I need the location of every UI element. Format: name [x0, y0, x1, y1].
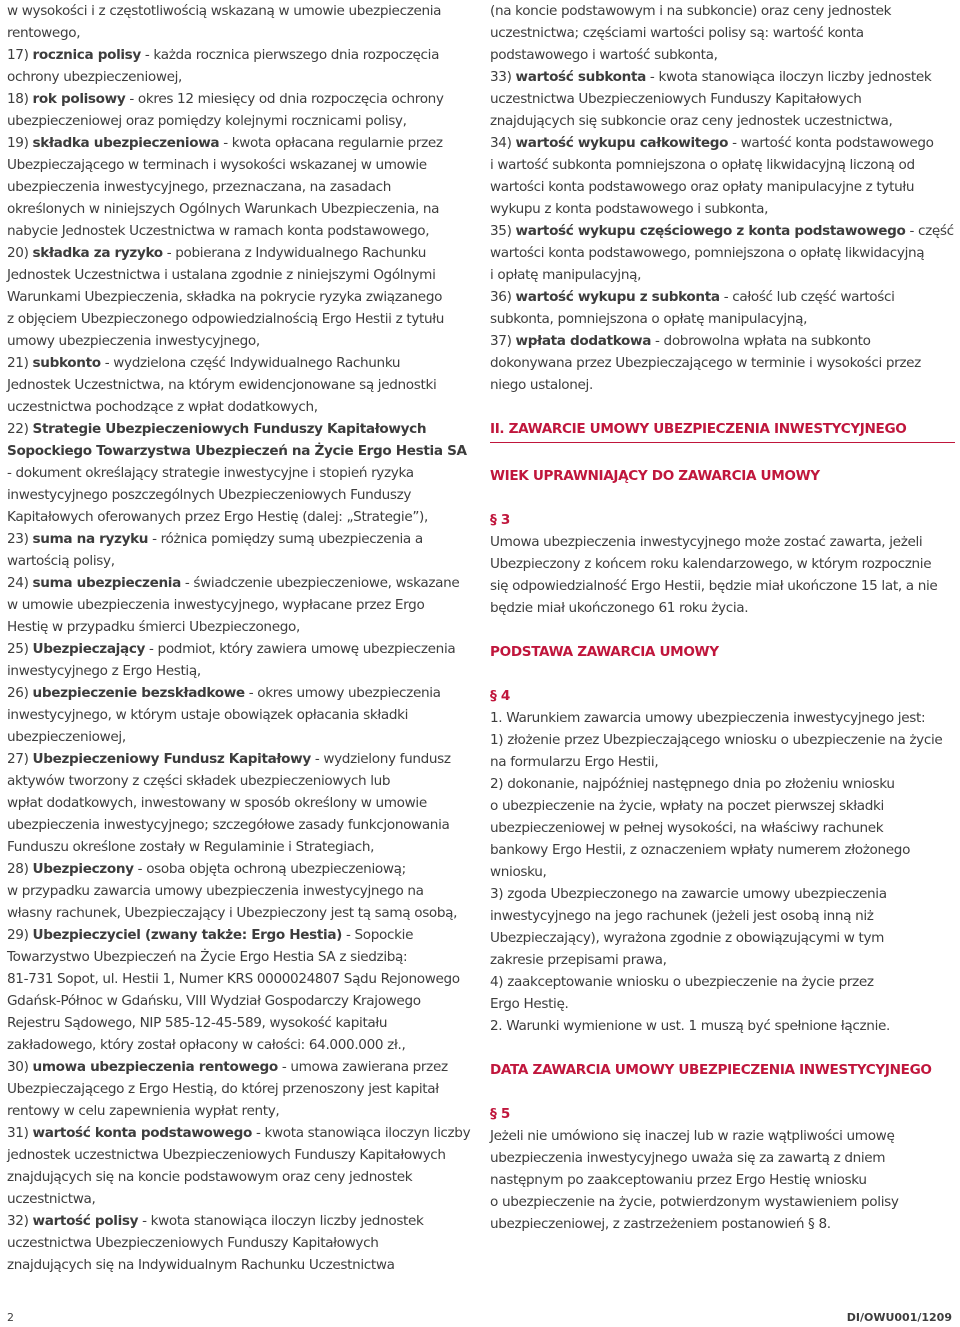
- term: Ubezpieczeniowy Fundusz Kapitałowy: [32, 751, 311, 767]
- paragraph-line: się odpowiedzialność Ergo Hestii, będzie miał ukończone 15 lat, a nie: [490, 578, 938, 594]
- definition-line: [7, 726, 459, 748]
- definition-line: [7, 682, 459, 704]
- text: - pobierana z Indywidualnego Rachunku: [162, 245, 427, 261]
- text: uczestnictwa pochodzące z wpłat dodatkowych,: [7, 399, 318, 415]
- text: 28): [7, 861, 33, 877]
- definition-line: [7, 1144, 459, 1166]
- definition-line: [490, 44, 955, 66]
- text: 31): [7, 1125, 33, 1141]
- text: ubezpieczenia inwestycyjnego, przeznaczana, na zasadach: [7, 179, 391, 195]
- text: Kapitałowych oferowanych przez Ergo Hestię (dalej: „Strategie”),: [7, 509, 428, 525]
- paragraph-line: Ergo Hestię.: [490, 996, 569, 1012]
- text: ochrony ubezpieczeniowej,: [7, 69, 183, 85]
- definition-line: [7, 154, 459, 176]
- text: - okres umowy ubezpieczenia: [244, 685, 441, 701]
- page-number: 2: [7, 1311, 14, 1324]
- definition-line: [7, 374, 459, 396]
- text: 20): [7, 245, 33, 261]
- text: - umowa zawierana przez: [277, 1059, 448, 1075]
- definition-line: [7, 22, 459, 44]
- text: Ubezpieczającego z Ergo Hestią, do której przenoszony jest kapitał: [7, 1081, 439, 1097]
- definition-line: [7, 66, 459, 88]
- text: w wysokości i z częstotliwością wskazaną w umowie ubezpieczenia: [7, 3, 442, 19]
- term: składka ubezpieczeniowa: [32, 135, 220, 151]
- definition-line: [7, 198, 459, 220]
- text: ubezpieczeniowej oraz pomiędzy kolejnymi rocznicami polisy,: [7, 113, 407, 129]
- text: 30): [7, 1059, 33, 1075]
- term: wartość konta podstawowego: [32, 1125, 252, 1141]
- definition-line: [490, 132, 955, 154]
- definition-line: [490, 308, 955, 330]
- term: Ubezpieczający: [32, 641, 146, 657]
- text: ubezpieczeniowej,: [7, 729, 126, 745]
- text: własny rachunek, Ubezpieczający i Ubezpieczony jest tą samą osobą,: [7, 905, 458, 921]
- definition-line: [7, 902, 459, 924]
- subsection-heading: PODSTAWA ZAWARCIA UMOWY: [490, 644, 719, 660]
- text: i opłatę manipulacyjną,: [490, 267, 642, 283]
- definition-line: [7, 1056, 459, 1078]
- paragraph-line: 4) zaakceptowanie wniosku o ubezpieczenie na życie przez: [490, 974, 874, 990]
- text: ubezpieczenia inwestycyjnego; szczegółowe zasady funkcjonowania: [7, 817, 450, 833]
- text: znajdujących się na Indywidualnym Rachunku Uczestnictwa: [7, 1257, 395, 1273]
- text: - część: [905, 223, 954, 239]
- term: wartość subkonta: [515, 69, 646, 85]
- definition-line: [7, 638, 459, 660]
- definition-line: [7, 1166, 459, 1188]
- term: Sopockiego Towarzystwa Ubezpieczeń na Życie Ergo Hestia SA: [7, 443, 467, 459]
- text: wpłat dodatkowych, inwestowany w sposób określony w umowie: [7, 795, 427, 811]
- text: 36): [490, 289, 516, 305]
- definition-line: [490, 110, 955, 132]
- definition-line: [7, 396, 459, 418]
- definition-line: [7, 132, 459, 154]
- paragraph-line: 1) złożenie przez Ubezpieczającego wniosku o ubezpieczenie na życie: [490, 732, 943, 748]
- paragraph-line: Ubezpieczony z końcem roku kalendarzowego, w którym rozpocznie: [490, 556, 932, 572]
- text: uczestnictwa,: [7, 1191, 96, 1207]
- definitions-continued: [490, 0, 955, 396]
- text: z objęciem Ubezpieczonego odpowiedzialnością Ergo Hestii z tytułu: [7, 311, 445, 327]
- text: dokonywana przez Ubezpieczającego w terminie i wysokości przez: [490, 355, 921, 371]
- paragraph-line: ubezpieczeniowej, z zastrzeżeniem postanowień § 8.: [490, 1216, 831, 1232]
- paragraph-line: 3) zgoda Ubezpieczonego na zawarcie umowy ubezpieczenia: [490, 886, 887, 902]
- text: - dokument określający strategie inwestycyjne i stopień ryzyka: [7, 465, 414, 481]
- text: - świadczenie ubezpieczeniowe, wskazane: [180, 575, 460, 591]
- paragraph-number: § 4: [490, 688, 510, 704]
- paragraph-number: § 5: [490, 1106, 510, 1122]
- text: subkonta, pomniejszona o opłatę manipulacyjną,: [490, 311, 808, 327]
- definition-line: [7, 264, 459, 286]
- text: 24): [7, 575, 33, 591]
- paragraph-line: o ubezpieczenie na życie, potwierdzonym wystawieniem polisy: [490, 1194, 899, 1210]
- text: - wydzielony fundusz: [310, 751, 451, 767]
- definition-line: [7, 528, 459, 550]
- definition-line: [7, 462, 459, 484]
- text: - kwota opłacana regularnie przez: [219, 135, 443, 151]
- right-column: [490, 0, 955, 1235]
- text: znajdujących się subkoncie oraz ceny jednostek uczestnictwa,: [490, 113, 893, 129]
- text: wartości konta podstawowego, pomniejszona o opłatę likwidacyjną: [490, 245, 925, 261]
- text: - Sopockie: [342, 927, 414, 943]
- definition-line: [490, 154, 955, 176]
- text: 23): [7, 531, 33, 547]
- definition-line: [490, 242, 955, 264]
- paragraph-line: 2) dokonanie, najpóźniej następnego dnia po złożeniu wniosku: [490, 776, 895, 792]
- text: 29): [7, 927, 33, 943]
- sections: [490, 465, 955, 1235]
- text: zakładowego, który został opłacony w całości: 64.000.000 zł.,: [7, 1037, 406, 1053]
- text: 33): [490, 69, 516, 85]
- definition-line: [7, 352, 459, 374]
- text: nabycie Jednostek Uczestnictwa w ramach konta podstawowego,: [7, 223, 430, 239]
- definition-line: [7, 308, 459, 330]
- definition-line: [490, 330, 955, 352]
- term: subkonto: [32, 355, 101, 371]
- definition-line: [490, 220, 955, 242]
- text: - dobrowolna wpłata na subkonto: [651, 333, 871, 349]
- paragraph-number: § 3: [490, 512, 510, 528]
- paragraph-line: ubezpieczeniowej w pełnej wysokości, na właściwy rachunek: [490, 820, 884, 836]
- definition-line: [490, 352, 955, 374]
- text: określonych w niniejszych Ogólnych Warunkach Ubezpieczenia, na: [7, 201, 440, 217]
- definition-line: [490, 286, 955, 308]
- paragraph-line: ubezpieczenia inwestycyjnego uważa się za zawartą z dniem: [490, 1150, 886, 1166]
- text: niego ustalonej.: [490, 377, 593, 393]
- document-code: DI/OWU001/1209: [846, 1311, 952, 1324]
- text: umowy ubezpieczenia inwestycyjnego,: [7, 333, 260, 349]
- term: suma ubezpieczenia: [32, 575, 181, 591]
- text: 32): [7, 1213, 33, 1229]
- definition-line: [490, 66, 955, 88]
- definition-line: [7, 0, 459, 22]
- definition-line: [7, 770, 459, 792]
- definition-line: [7, 1254, 459, 1276]
- text: 37): [490, 333, 516, 349]
- text: - każda rocznica pierwszego dnia rozpoczęcia: [140, 47, 440, 63]
- definition-line: [490, 374, 955, 396]
- definition-line: [7, 1100, 459, 1122]
- text: 26): [7, 685, 33, 701]
- text: - różnica pomiędzy sumą ubezpieczenia a: [148, 531, 423, 547]
- paragraph-line: inwestycyjnego na jego rachunek (jeżeli jest osobą inną niż: [490, 908, 874, 924]
- paragraph-line: wniosku,: [490, 864, 547, 880]
- definition-line: [490, 176, 955, 198]
- text: - osoba objęta ochroną ubezpieczeniową;: [133, 861, 406, 877]
- definition-line: [7, 1210, 459, 1232]
- text: 21): [7, 355, 33, 371]
- paragraph-line: Jeżeli nie umówiono się inaczej lub w razie wątpliwości umowę: [490, 1128, 895, 1144]
- text: 17): [7, 47, 33, 63]
- text: Rejestru Sądowego, NIP 585-12-45-589, wysokość kapitału: [7, 1015, 388, 1031]
- definition-line: [7, 594, 459, 616]
- definition-line: [7, 836, 459, 858]
- text: 34): [490, 135, 516, 151]
- text: - wartość konta podstawowego: [728, 135, 934, 151]
- text: w umowie ubezpieczenia inwestycyjnego, wypłacane przez Ergo: [7, 597, 425, 613]
- definition-line: [490, 198, 955, 220]
- paragraph-line: na formularzu Ergo Hestii,: [490, 754, 659, 770]
- text: 25): [7, 641, 33, 657]
- definition-line: [7, 176, 459, 198]
- definition-line: [7, 880, 459, 902]
- text: wartością polisy,: [7, 553, 115, 569]
- term: Ubezpieczony: [32, 861, 134, 877]
- text: Funduszu określone zostały w Regulaminie i Strategiach,: [7, 839, 375, 855]
- definition-line: [7, 418, 459, 440]
- text: - kwota stanowiąca iloczyn liczby jednostek: [138, 1213, 424, 1229]
- definition-line: [490, 0, 955, 22]
- paragraph-line: 2. Warunki wymienione w ust. 1 muszą być spełnione łącznie.: [490, 1018, 890, 1034]
- paragraph-line: następnym po zaakceptowaniu przez Ergo Hestię wniosku: [490, 1172, 867, 1188]
- paragraph-line: o ubezpieczenie na życie, wpłaty na poczet pierwszej składki: [490, 798, 884, 814]
- text: inwestycyjnego, w którym ustaje obowiązek opłacania składki: [7, 707, 409, 723]
- paragraph-line: Umowa ubezpieczenia inwestycyjnego może zostać zawarta, jeżeli: [490, 534, 923, 550]
- definition-line: [490, 22, 955, 44]
- definition-line: [7, 946, 459, 968]
- term: wartość wykupu całkowitego: [515, 135, 729, 151]
- definition-line: [7, 1034, 459, 1056]
- definition-line: [7, 924, 459, 946]
- subsection-heading: WIEK UPRAWNIAJĄCY DO ZAWARCIA UMOWY: [490, 468, 820, 484]
- definition-line: [7, 968, 459, 990]
- definition-line: [7, 858, 459, 880]
- text: w przypadku zawarcia umowy ubezpieczenia inwestycyjnego na: [7, 883, 424, 899]
- text: (na koncie podstawowym i na subkoncie) oraz ceny jednostek: [490, 3, 892, 19]
- definition-line: [7, 286, 459, 308]
- text: uczestnictwa Ubezpieczeniowych Funduszy Kapitałowych: [490, 91, 862, 107]
- text: rentowego,: [7, 25, 81, 41]
- text: - kwota stanowiąca iloczyn liczby jednostek: [645, 69, 932, 85]
- text: Hestię w przypadku śmierci Ubezpieczonego,: [7, 619, 300, 635]
- term: umowa ubezpieczenia rentowego: [32, 1059, 278, 1075]
- definition-line: [7, 814, 459, 836]
- definition-line: [7, 506, 459, 528]
- text: rentowy w celu zapewnienia wypłat renty,: [7, 1103, 280, 1119]
- text: uczestnictwa Ubezpieczeniowych Funduszy Kapitałowych: [7, 1235, 379, 1251]
- text: wartości konta podstawowego oraz opłaty manipulacyjne z tytułu: [490, 179, 915, 195]
- definition-line: [7, 660, 459, 682]
- definition-line: [7, 1188, 459, 1210]
- definition-line: [490, 264, 955, 286]
- definition-line: [7, 110, 459, 132]
- definition-line: [7, 1012, 459, 1034]
- term: składka za ryzyko: [32, 245, 163, 261]
- definition-line: [7, 550, 459, 572]
- definition-line: [7, 1078, 459, 1100]
- text: - całość lub część wartości: [719, 289, 895, 305]
- term: Strategie Ubezpieczeniowych Funduszy Kapitałowych: [32, 421, 427, 437]
- definition-line: [7, 990, 459, 1012]
- definition-line: [7, 220, 459, 242]
- text: 19): [7, 135, 33, 151]
- term: wartość wykupu częściowego z konta podstawowego: [515, 223, 906, 239]
- term: Ubezpieczyciel (zwany także: Ergo Hestia): [32, 927, 343, 943]
- paragraph-line: zakresie przepisami prawa,: [490, 952, 667, 968]
- text: 18): [7, 91, 33, 107]
- text: 27): [7, 751, 33, 767]
- definition-line: [7, 242, 459, 264]
- left-column: [7, 0, 471, 1276]
- paragraph-line: Ubezpieczający), wyrażona zgodnie z obowiązującymi w tym: [490, 930, 885, 946]
- term: wartość polisy: [32, 1213, 139, 1229]
- text: 22): [7, 421, 33, 437]
- definition-line: [7, 616, 459, 638]
- definition-line: [7, 88, 459, 110]
- text: inwestycyjnego z Ergo Hestią,: [7, 663, 201, 679]
- text: wykupu z konta podstawowego i subkonta,: [490, 201, 769, 217]
- text: Gdańsk-Północ w Gdańsku, VIII Wydział Gospodarczy Krajowego: [7, 993, 421, 1009]
- definition-line: [7, 748, 459, 770]
- text: podstawowego i wartość subkonta,: [490, 47, 718, 63]
- text: Jednostek Uczestnictwa i ustalana zgodnie z niniejszymi Ogólnymi: [7, 267, 436, 283]
- term: wpłata dodatkowa: [515, 333, 652, 349]
- text: i wartość subkonta pomniejszona o opłatę likwidacyjną liczoną od: [490, 157, 915, 173]
- text: inwestycyjnego poszczególnych Ubezpieczeniowych Funduszy: [7, 487, 412, 503]
- term: wartość wykupu z subkonta: [515, 289, 720, 305]
- term: ubezpieczenie bezskładkowe: [32, 685, 245, 701]
- subsection-heading: DATA ZAWARCIA UMOWY UBEZPIECZENIA INWESTYCYJNEGO: [490, 1062, 932, 1078]
- term: rok polisowy: [32, 91, 126, 107]
- definition-line: [490, 88, 955, 110]
- text: Towarzystwo Ubezpieczeń na Życie Ergo Hestia SA z siedzibą:: [7, 949, 408, 965]
- text: - wydzielona część Indywidualnego Rachunku: [100, 355, 401, 371]
- paragraph-line: będzie miał ukończonego 61 roku życia.: [490, 600, 749, 616]
- definition-line: [7, 44, 459, 66]
- text: - podmiot, który zawiera umowę ubezpieczenia: [145, 641, 456, 657]
- text: Warunkami Ubezpieczenia, składka na pokrycie ryzyka związanego: [7, 289, 443, 305]
- section-title: II. ZAWARCIE UMOWY UBEZPIECZENIA INWESTYCYJNEGO: [490, 418, 955, 443]
- definition-line: [7, 1232, 459, 1254]
- text: Ubezpieczającego w terminach i wysokości wskazanej w umowie: [7, 157, 427, 173]
- definition-line: [7, 330, 459, 352]
- text: aktywów tworzony z części składek ubezpieczeniowych lub: [7, 773, 391, 789]
- text: 35): [490, 223, 516, 239]
- definition-line: [7, 440, 467, 462]
- term: suma na ryzyku: [32, 531, 149, 547]
- term: rocznica polisy: [32, 47, 141, 63]
- text: znajdujących się na koncie podstawowym oraz ceny jednostek: [7, 1169, 413, 1185]
- paragraph-line: bankowy Ergo Hestii, z oznaczeniem wpłaty numerem złożonego: [490, 842, 911, 858]
- definition-line: [7, 484, 459, 506]
- text: uczestnictwa; częściami wartości polisy są: wartość konta: [490, 25, 864, 41]
- definition-line: [7, 572, 459, 594]
- text: Jednostek Uczestnictwa, na którym ewidencjonowane są jednostki: [7, 377, 437, 393]
- text: jednostek uczestnictwa Ubezpieczeniowych Funduszy Kapitałowych: [7, 1147, 446, 1163]
- text: 81-731 Sopot, ul. Hestii 1, Numer KRS 0000024807 Sądu Rejonowego: [7, 971, 460, 987]
- definition-line: [7, 1122, 471, 1144]
- text: - kwota stanowiąca iloczyn liczby: [252, 1125, 471, 1141]
- definition-line: [7, 704, 459, 726]
- paragraph-line: 1. Warunkiem zawarcia umowy ubezpieczenia inwestycyjnego jest:: [490, 710, 926, 726]
- definition-line: [7, 792, 459, 814]
- text: - okres 12 miesięcy od dnia rozpoczęcia ochrony: [125, 91, 444, 107]
